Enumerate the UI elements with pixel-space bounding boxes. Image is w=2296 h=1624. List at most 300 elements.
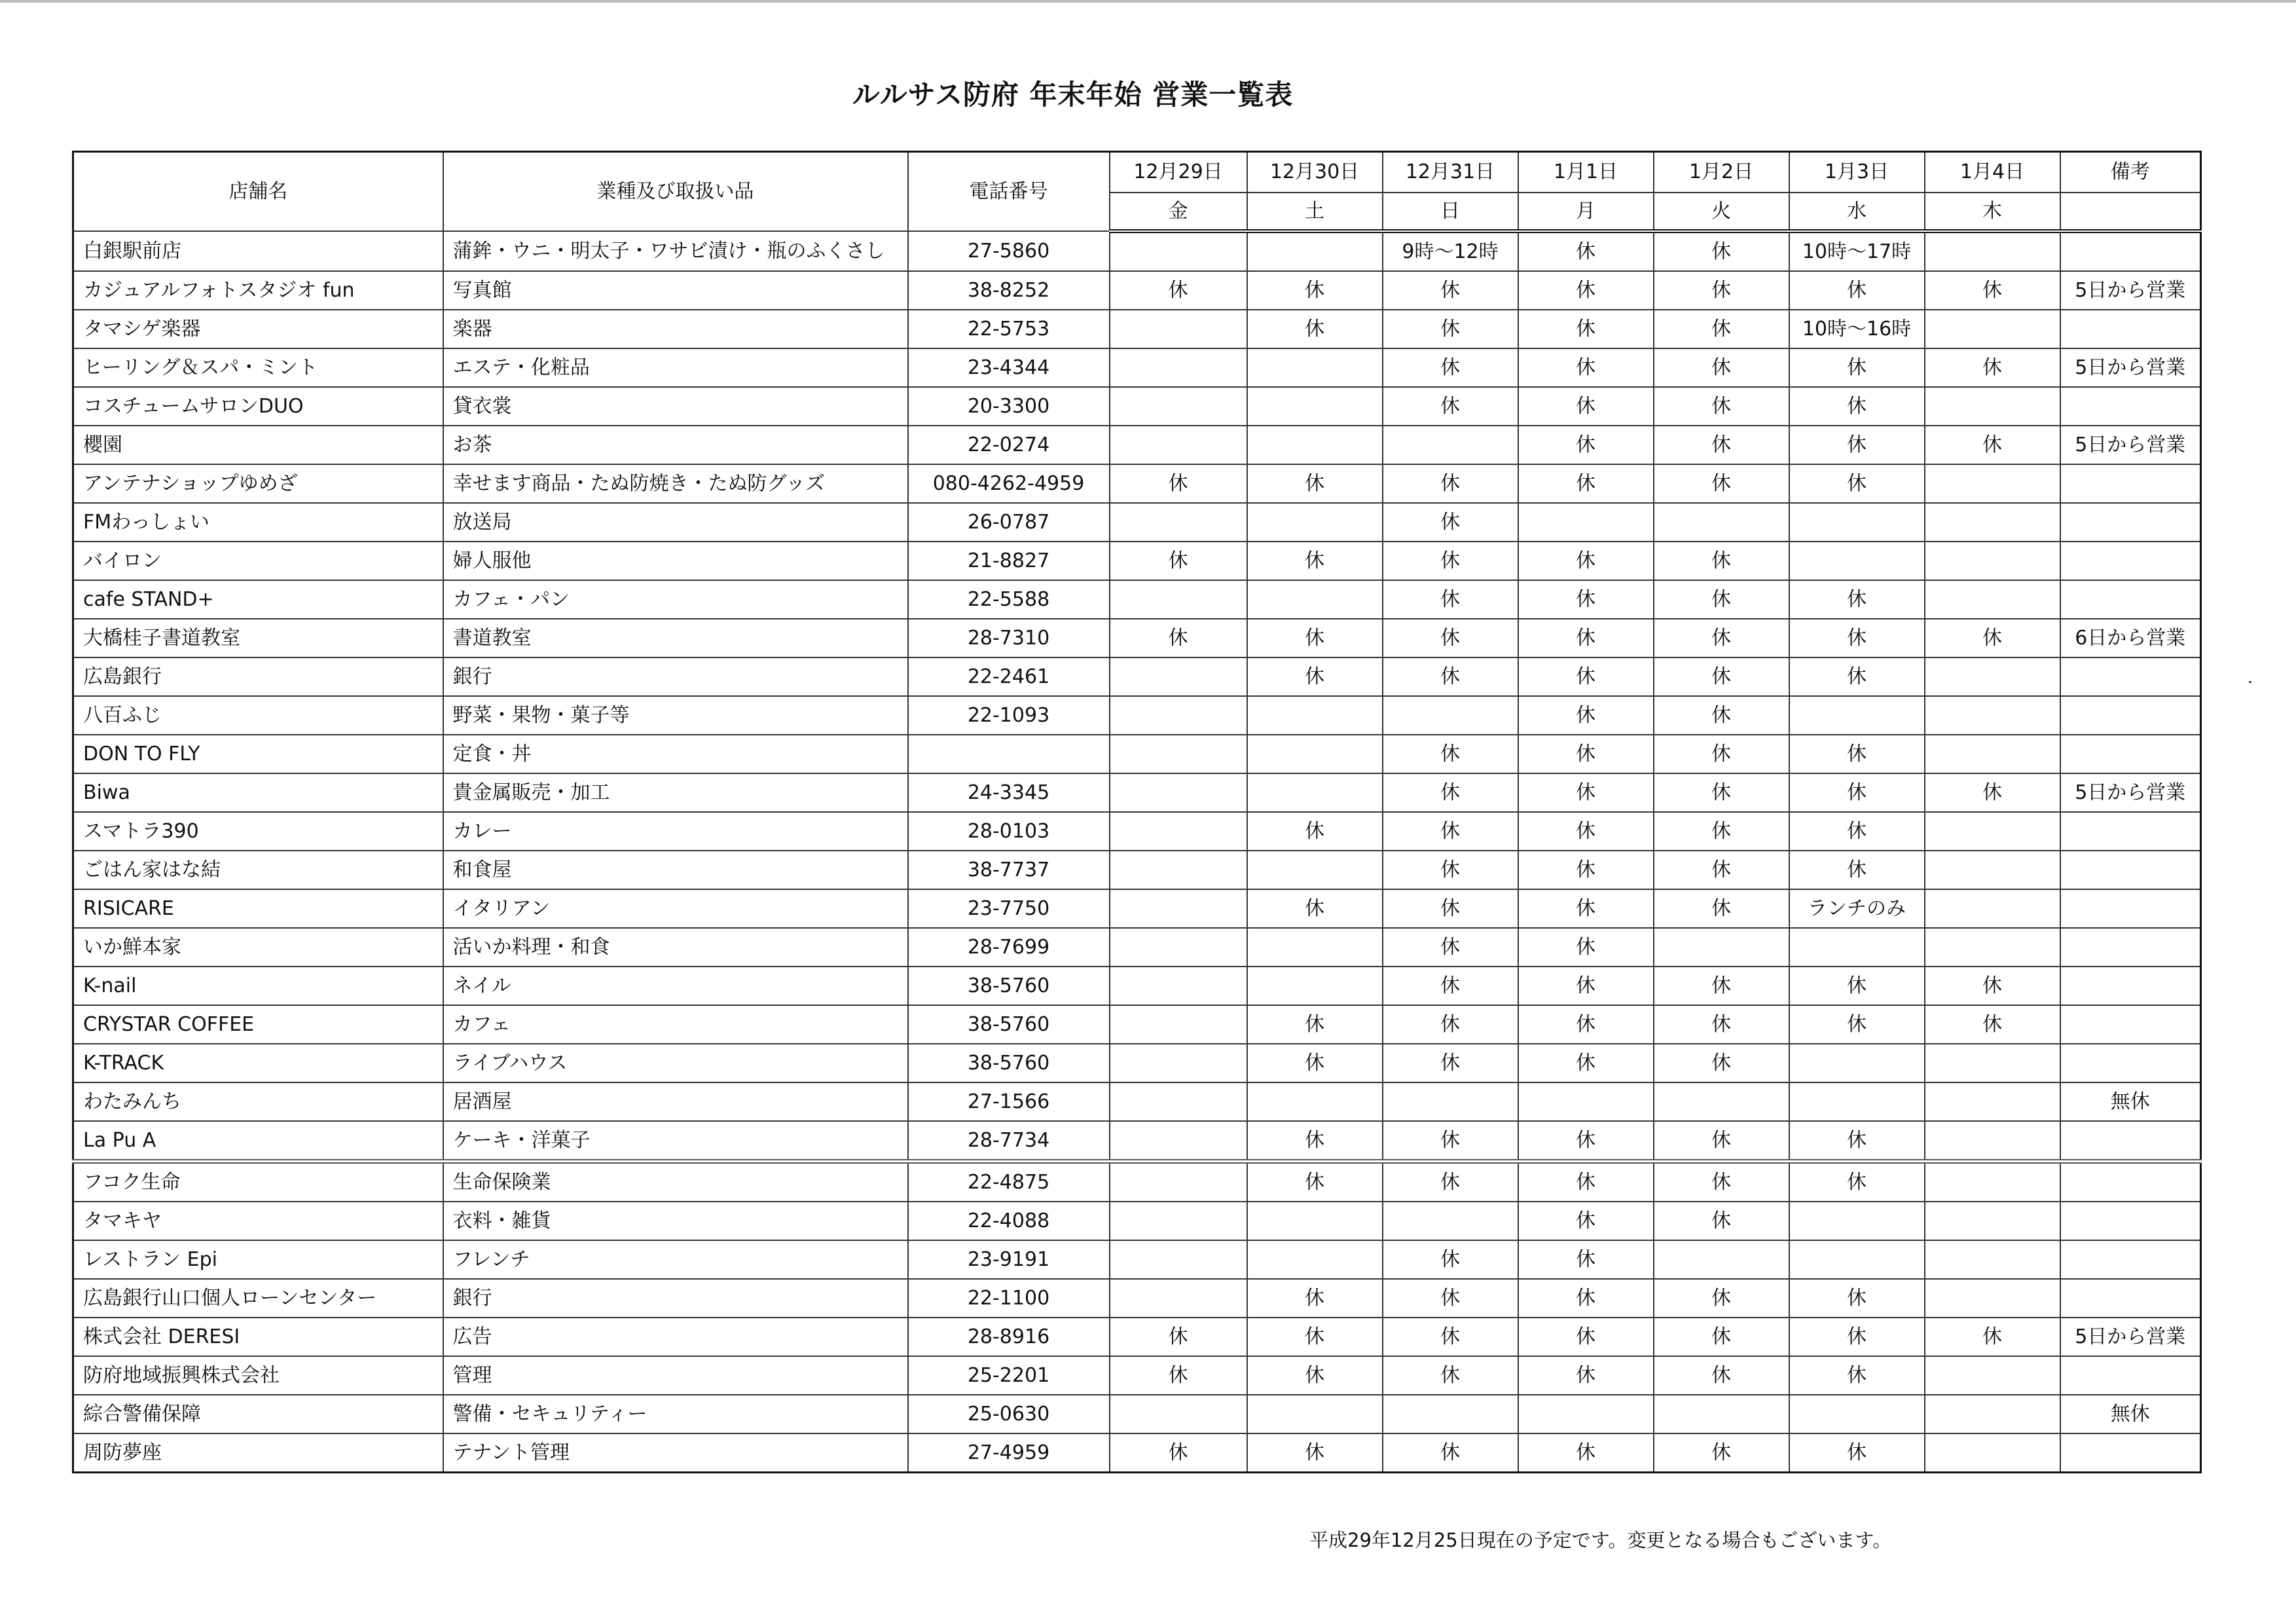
day-status-cell: 休 [1789,464,1925,503]
header-phone: 電話番号 [908,152,1110,232]
header-notes: 備考 [2060,152,2201,193]
day-status-cell: 休 [1383,619,1518,657]
day-status-cell [1925,542,2060,580]
day-status-cell: 休 [1518,231,1654,271]
table-row [73,1121,2201,1162]
day-status-cell [1110,1162,1247,1202]
category-cell: 放送局 [443,503,908,542]
category-cell: フレンチ [443,1240,908,1279]
day-status-cell: 休 [1789,735,1925,773]
day-status-cell [1789,696,1925,735]
header-weekday: 水 [1789,193,1925,231]
day-status-cell: 休 [1789,426,1925,464]
day-status-cell [1110,657,1247,696]
store-name-cell: FMわっしょい [73,503,443,542]
day-status-cell [1925,310,2060,348]
schedule-table [72,151,2202,1473]
store-name-cell: K-nail [73,967,443,1005]
day-status-cell [1383,1082,1518,1121]
store-name-cell: 大橋桂子書道教室 [73,619,443,657]
day-status-cell [1925,1082,2060,1121]
day-status-cell: 休 [1518,967,1654,1005]
day-status-cell: 休 [1789,1318,1925,1356]
day-status-cell: 休 [1518,928,1654,967]
day-status-cell: 休 [1383,580,1518,619]
day-status-cell [1518,1082,1654,1121]
day-status-cell: 休 [1654,1318,1789,1356]
notes-cell [2060,1356,2201,1395]
day-status-cell [1789,1082,1925,1121]
day-status-cell: 10時～17時 [1789,231,1925,271]
day-status-cell [1110,928,1247,967]
notes-cell: 5日から営業 [2060,1318,2201,1356]
day-status-cell: 休 [1383,1162,1518,1202]
day-status-cell: ランチのみ [1789,889,1925,928]
day-status-cell: 休 [1383,1044,1518,1082]
day-status-cell: 休 [1654,851,1789,889]
header-notes-blank [2060,193,2201,231]
header-weekday: 月 [1518,193,1654,231]
scan-speck [2249,681,2251,683]
day-status-cell: 休 [1518,1433,1654,1473]
day-status-cell: 休 [1654,967,1789,1005]
day-status-cell [1110,426,1247,464]
store-name-cell: コスチュームサロンDUO [73,387,443,426]
notes-cell [2060,387,2201,426]
category-cell: テナント管理 [443,1433,908,1473]
phone-cell: 28-7734 [908,1121,1110,1162]
day-status-cell: 休 [1383,851,1518,889]
category-cell: カフェ [443,1005,908,1044]
day-status-cell [1925,1433,2060,1473]
table-row [73,851,2201,889]
category-cell: カレー [443,812,908,851]
day-status-cell: 休 [1383,657,1518,696]
page-title: ルルサス防府 年末年始 営業一覧表 [852,79,1294,111]
notes-cell [2060,231,2201,271]
notes-cell [2060,967,2201,1005]
notes-cell [2060,580,2201,619]
table-row [73,1240,2201,1279]
header-weekday: 火 [1654,193,1789,231]
day-status-cell [1925,696,2060,735]
store-name-cell: 八百ふじ [73,696,443,735]
day-status-cell: 休 [1789,619,1925,657]
category-cell: 居酒屋 [443,1082,908,1121]
store-name-cell: Biwa [73,773,443,812]
day-status-cell [1247,696,1383,735]
day-status-cell [1789,1395,1925,1433]
store-name-cell: レストラン Epi [73,1240,443,1279]
day-status-cell [1247,851,1383,889]
notes-cell [2060,1433,2201,1473]
day-status-cell [1789,542,1925,580]
store-name-cell: 周防夢座 [73,1433,443,1473]
phone-cell: 38-5760 [908,967,1110,1005]
phone-cell: 22-5588 [908,580,1110,619]
day-status-cell: 休 [1925,967,2060,1005]
day-status-cell [1247,928,1383,967]
day-status-cell [1925,1202,2060,1240]
store-name-cell: カジュアルフォトスタジオ fun [73,271,443,310]
category-cell: 蒲鉾・ウニ・明太子・ワサビ漬け・瓶のふくさし [443,231,908,271]
day-status-cell [1518,503,1654,542]
day-status-cell [1247,773,1383,812]
category-cell: ネイル [443,967,908,1005]
day-status-cell [1925,1121,2060,1162]
notes-cell [2060,464,2201,503]
table-row [73,889,2201,928]
header-date: 12月30日 [1247,152,1383,193]
header-weekday: 金 [1110,193,1247,231]
day-status-cell: 休 [1925,1005,2060,1044]
day-status-cell: 休 [1247,619,1383,657]
day-status-cell: 休 [1654,1044,1789,1082]
day-status-cell: 休 [1518,1318,1654,1356]
day-status-cell: 休 [1518,1162,1654,1202]
phone-cell: 20-3300 [908,387,1110,426]
day-status-cell [1654,1395,1789,1433]
store-name-cell: 広島銀行 [73,657,443,696]
day-status-cell: 休 [1247,542,1383,580]
day-status-cell [1925,812,2060,851]
day-status-cell: 休 [1789,812,1925,851]
day-status-cell [1925,1240,2060,1279]
day-status-cell [1110,348,1247,387]
store-name-cell: 白銀駅前店 [73,231,443,271]
phone-cell: 28-8916 [908,1318,1110,1356]
day-status-cell: 休 [1925,348,2060,387]
day-status-cell: 休 [1247,1318,1383,1356]
day-status-cell [1110,503,1247,542]
day-status-cell [1110,387,1247,426]
day-status-cell [1789,1044,1925,1082]
day-status-cell [1247,503,1383,542]
category-cell: 活いか料理・和食 [443,928,908,967]
day-status-cell: 休 [1383,928,1518,967]
day-status-cell [1110,889,1247,928]
day-status-cell: 休 [1383,812,1518,851]
day-status-cell: 休 [1383,503,1518,542]
category-cell: カフェ・パン [443,580,908,619]
category-cell: 楽器 [443,310,908,348]
table-row [73,580,2201,619]
day-status-cell: 休 [1925,773,2060,812]
day-status-cell [1925,1162,2060,1202]
day-status-cell: 休 [1518,580,1654,619]
phone-cell: 22-2461 [908,657,1110,696]
store-name-cell: La Pu A [73,1121,443,1162]
day-status-cell [1383,1395,1518,1433]
category-cell: お茶 [443,426,908,464]
phone-cell: 26-0787 [908,503,1110,542]
notes-cell [2060,542,2201,580]
store-name-cell: タマキヤ [73,1202,443,1240]
table-row [73,310,2201,348]
notes-cell [2060,503,2201,542]
table-row [73,1433,2201,1473]
notes-cell [2060,1162,2201,1202]
day-status-cell: 休 [1518,657,1654,696]
phone-cell: 22-5753 [908,310,1110,348]
day-status-cell: 休 [1383,464,1518,503]
table-row [73,657,2201,696]
day-status-cell [1925,503,2060,542]
store-name-cell: CRYSTAR COFFEE [73,1005,443,1044]
category-cell: 幸せます商品・たぬ防焼き・たぬ防グッズ [443,464,908,503]
category-cell: 野菜・果物・菓子等 [443,696,908,735]
phone-cell: 23-4344 [908,348,1110,387]
day-status-cell: 休 [1110,1356,1247,1395]
store-name-cell: タマシゲ楽器 [73,310,443,348]
category-cell: 貴金属販売・加工 [443,773,908,812]
day-status-cell: 休 [1247,812,1383,851]
day-status-cell: 休 [1654,580,1789,619]
day-status-cell: 休 [1518,1044,1654,1082]
phone-cell: 23-9191 [908,1240,1110,1279]
day-status-cell [1925,851,2060,889]
day-status-cell [1247,580,1383,619]
day-status-cell [1654,928,1789,967]
day-status-cell: 休 [1383,310,1518,348]
day-status-cell: 休 [1518,1005,1654,1044]
header-date: 1月1日 [1518,152,1654,193]
day-status-cell [1247,1395,1383,1433]
notes-cell [2060,1005,2201,1044]
day-status-cell: 休 [1789,967,1925,1005]
day-status-cell: 休 [1654,1433,1789,1473]
day-status-cell [1925,1279,2060,1318]
table-row [73,773,2201,812]
store-name-cell: わたみんち [73,1082,443,1121]
store-name-cell: アンテナショップゆめざ [73,464,443,503]
day-status-cell: 休 [1654,1121,1789,1162]
day-status-cell: 休 [1518,1240,1654,1279]
day-status-cell [1110,967,1247,1005]
notes-cell [2060,851,2201,889]
day-status-cell: 休 [1247,1433,1383,1473]
day-status-cell: 休 [1247,1044,1383,1082]
day-status-cell: 休 [1654,464,1789,503]
day-status-cell [1247,1082,1383,1121]
header-category: 業種及び取扱い品 [443,152,908,232]
notes-cell [2060,1202,2201,1240]
day-status-cell: 休 [1383,542,1518,580]
day-status-cell: 休 [1925,1318,2060,1356]
notes-cell [2060,1279,2201,1318]
day-status-cell [1110,310,1247,348]
day-status-cell [1110,1121,1247,1162]
day-status-cell: 休 [1654,348,1789,387]
day-status-cell [1110,735,1247,773]
day-status-cell: 休 [1789,1121,1925,1162]
day-status-cell: 休 [1247,1162,1383,1202]
notes-cell [2060,735,2201,773]
day-status-cell: 休 [1654,542,1789,580]
table-row [73,426,2201,464]
table-row [73,619,2201,657]
day-status-cell: 休 [1247,1005,1383,1044]
day-status-cell [1110,1202,1247,1240]
day-status-cell [1925,231,2060,271]
day-status-cell [1789,1202,1925,1240]
phone-cell: 38-7737 [908,851,1110,889]
table-row [73,928,2201,967]
day-status-cell [1925,1044,2060,1082]
phone-cell: 22-4088 [908,1202,1110,1240]
category-cell: 和食屋 [443,851,908,889]
phone-cell: 24-3345 [908,773,1110,812]
day-status-cell: 休 [1654,812,1789,851]
table-row [73,542,2201,580]
day-status-cell: 休 [1383,1279,1518,1318]
day-status-cell: 休 [1654,1279,1789,1318]
day-status-cell [1925,657,2060,696]
notes-cell: 5日から営業 [2060,271,2201,310]
category-cell: ライブハウス [443,1044,908,1082]
day-status-cell: 休 [1518,1279,1654,1318]
day-status-cell [1383,426,1518,464]
day-status-cell: 休 [1518,889,1654,928]
notes-cell [2060,657,2201,696]
day-status-cell [1925,889,2060,928]
day-status-cell [1110,1082,1247,1121]
notes-cell [2060,310,2201,348]
category-cell: 写真館 [443,271,908,310]
category-cell: 警備・セキュリティー [443,1395,908,1433]
day-status-cell: 休 [1654,619,1789,657]
day-status-cell: 休 [1518,851,1654,889]
notes-cell [2060,812,2201,851]
phone-cell: 38-5760 [908,1044,1110,1082]
header-store: 店舗名 [73,152,443,232]
day-status-cell [1247,231,1383,271]
day-status-cell: 休 [1383,1121,1518,1162]
day-status-cell: 休 [1654,657,1789,696]
category-cell: 貸衣裳 [443,387,908,426]
day-status-cell: 休 [1518,1202,1654,1240]
store-name-cell: cafe STAND+ [73,580,443,619]
day-status-cell: 休 [1518,735,1654,773]
table-row [73,696,2201,735]
day-status-cell: 休 [1654,271,1789,310]
day-status-cell: 休 [1789,1162,1925,1202]
phone-cell: 25-0630 [908,1395,1110,1433]
notes-cell: 5日から営業 [2060,773,2201,812]
day-status-cell [1247,1240,1383,1279]
table-row [73,967,2201,1005]
category-cell: 銀行 [443,1279,908,1318]
day-status-cell: 休 [1247,310,1383,348]
phone-cell: 38-5760 [908,1005,1110,1044]
day-status-cell [1654,1240,1789,1279]
table-row [73,1082,2201,1121]
day-status-cell: 休 [1654,735,1789,773]
day-status-cell [1110,851,1247,889]
table-row [73,1395,2201,1433]
store-name-cell: ヒーリング＆スパ・ミント [73,348,443,387]
category-cell: 書道教室 [443,619,908,657]
header-weekday: 木 [1925,193,2060,231]
day-status-cell [1383,1202,1518,1240]
day-status-cell [1654,503,1789,542]
day-status-cell: 休 [1654,231,1789,271]
store-name-cell: 綜合警備保障 [73,1395,443,1433]
day-status-cell [1110,580,1247,619]
header-weekday: 土 [1247,193,1383,231]
day-status-cell: 休 [1789,271,1925,310]
footnote: 平成29年12月25日現在の予定です。変更となる場合もございます。 [1309,1529,1892,1551]
table-row [73,812,2201,851]
day-status-cell: 休 [1383,735,1518,773]
phone-cell: 23-7750 [908,889,1110,928]
day-status-cell: 休 [1654,889,1789,928]
day-status-cell: 休 [1518,1121,1654,1162]
category-cell: エステ・化粧品 [443,348,908,387]
day-status-cell: 休 [1654,773,1789,812]
day-status-cell: 休 [1383,271,1518,310]
day-status-cell: 休 [1654,387,1789,426]
table-row [73,271,2201,310]
day-status-cell: 休 [1247,657,1383,696]
day-status-cell [1247,967,1383,1005]
category-cell: 管理 [443,1356,908,1395]
table-row [73,1162,2201,1202]
notes-cell: 6日から営業 [2060,619,2201,657]
day-status-cell [1110,1279,1247,1318]
phone-cell [908,735,1110,773]
store-name-cell: 株式会社 DERESI [73,1318,443,1356]
store-name-cell: バイロン [73,542,443,580]
day-status-cell [1110,1395,1247,1433]
day-status-cell [1518,1395,1654,1433]
day-status-cell: 休 [1789,773,1925,812]
day-status-cell: 休 [1383,1433,1518,1473]
day-status-cell: 休 [1789,1279,1925,1318]
phone-cell: 28-0103 [908,812,1110,851]
day-status-cell [1110,812,1247,851]
day-status-cell [1925,735,2060,773]
table-row [73,1279,2201,1318]
day-status-cell: 休 [1383,773,1518,812]
day-status-cell [1110,1044,1247,1082]
header-date: 1月2日 [1654,152,1789,193]
header-weekday: 日 [1383,193,1518,231]
day-status-cell: 休 [1925,426,2060,464]
notes-cell [2060,889,2201,928]
day-status-cell [1654,1082,1789,1121]
phone-cell: 22-4875 [908,1162,1110,1202]
notes-cell: 5日から営業 [2060,426,2201,464]
day-status-cell: 休 [1518,812,1654,851]
category-cell: ケーキ・洋菓子 [443,1121,908,1162]
day-status-cell: 休 [1925,619,2060,657]
scan-edge [0,0,2296,3]
category-cell: イタリアン [443,889,908,928]
table-row [73,1044,2201,1082]
day-status-cell: 休 [1110,271,1247,310]
day-status-cell: 休 [1654,310,1789,348]
day-status-cell: 休 [1518,542,1654,580]
store-name-cell: K-TRACK [73,1044,443,1082]
store-name-cell: フコク生命 [73,1162,443,1202]
notes-cell: 無休 [2060,1395,2201,1433]
category-cell: 婦人服他 [443,542,908,580]
day-status-cell [1789,503,1925,542]
phone-cell: 27-1566 [908,1082,1110,1121]
day-status-cell: 休 [1383,387,1518,426]
table-row [73,503,2201,542]
